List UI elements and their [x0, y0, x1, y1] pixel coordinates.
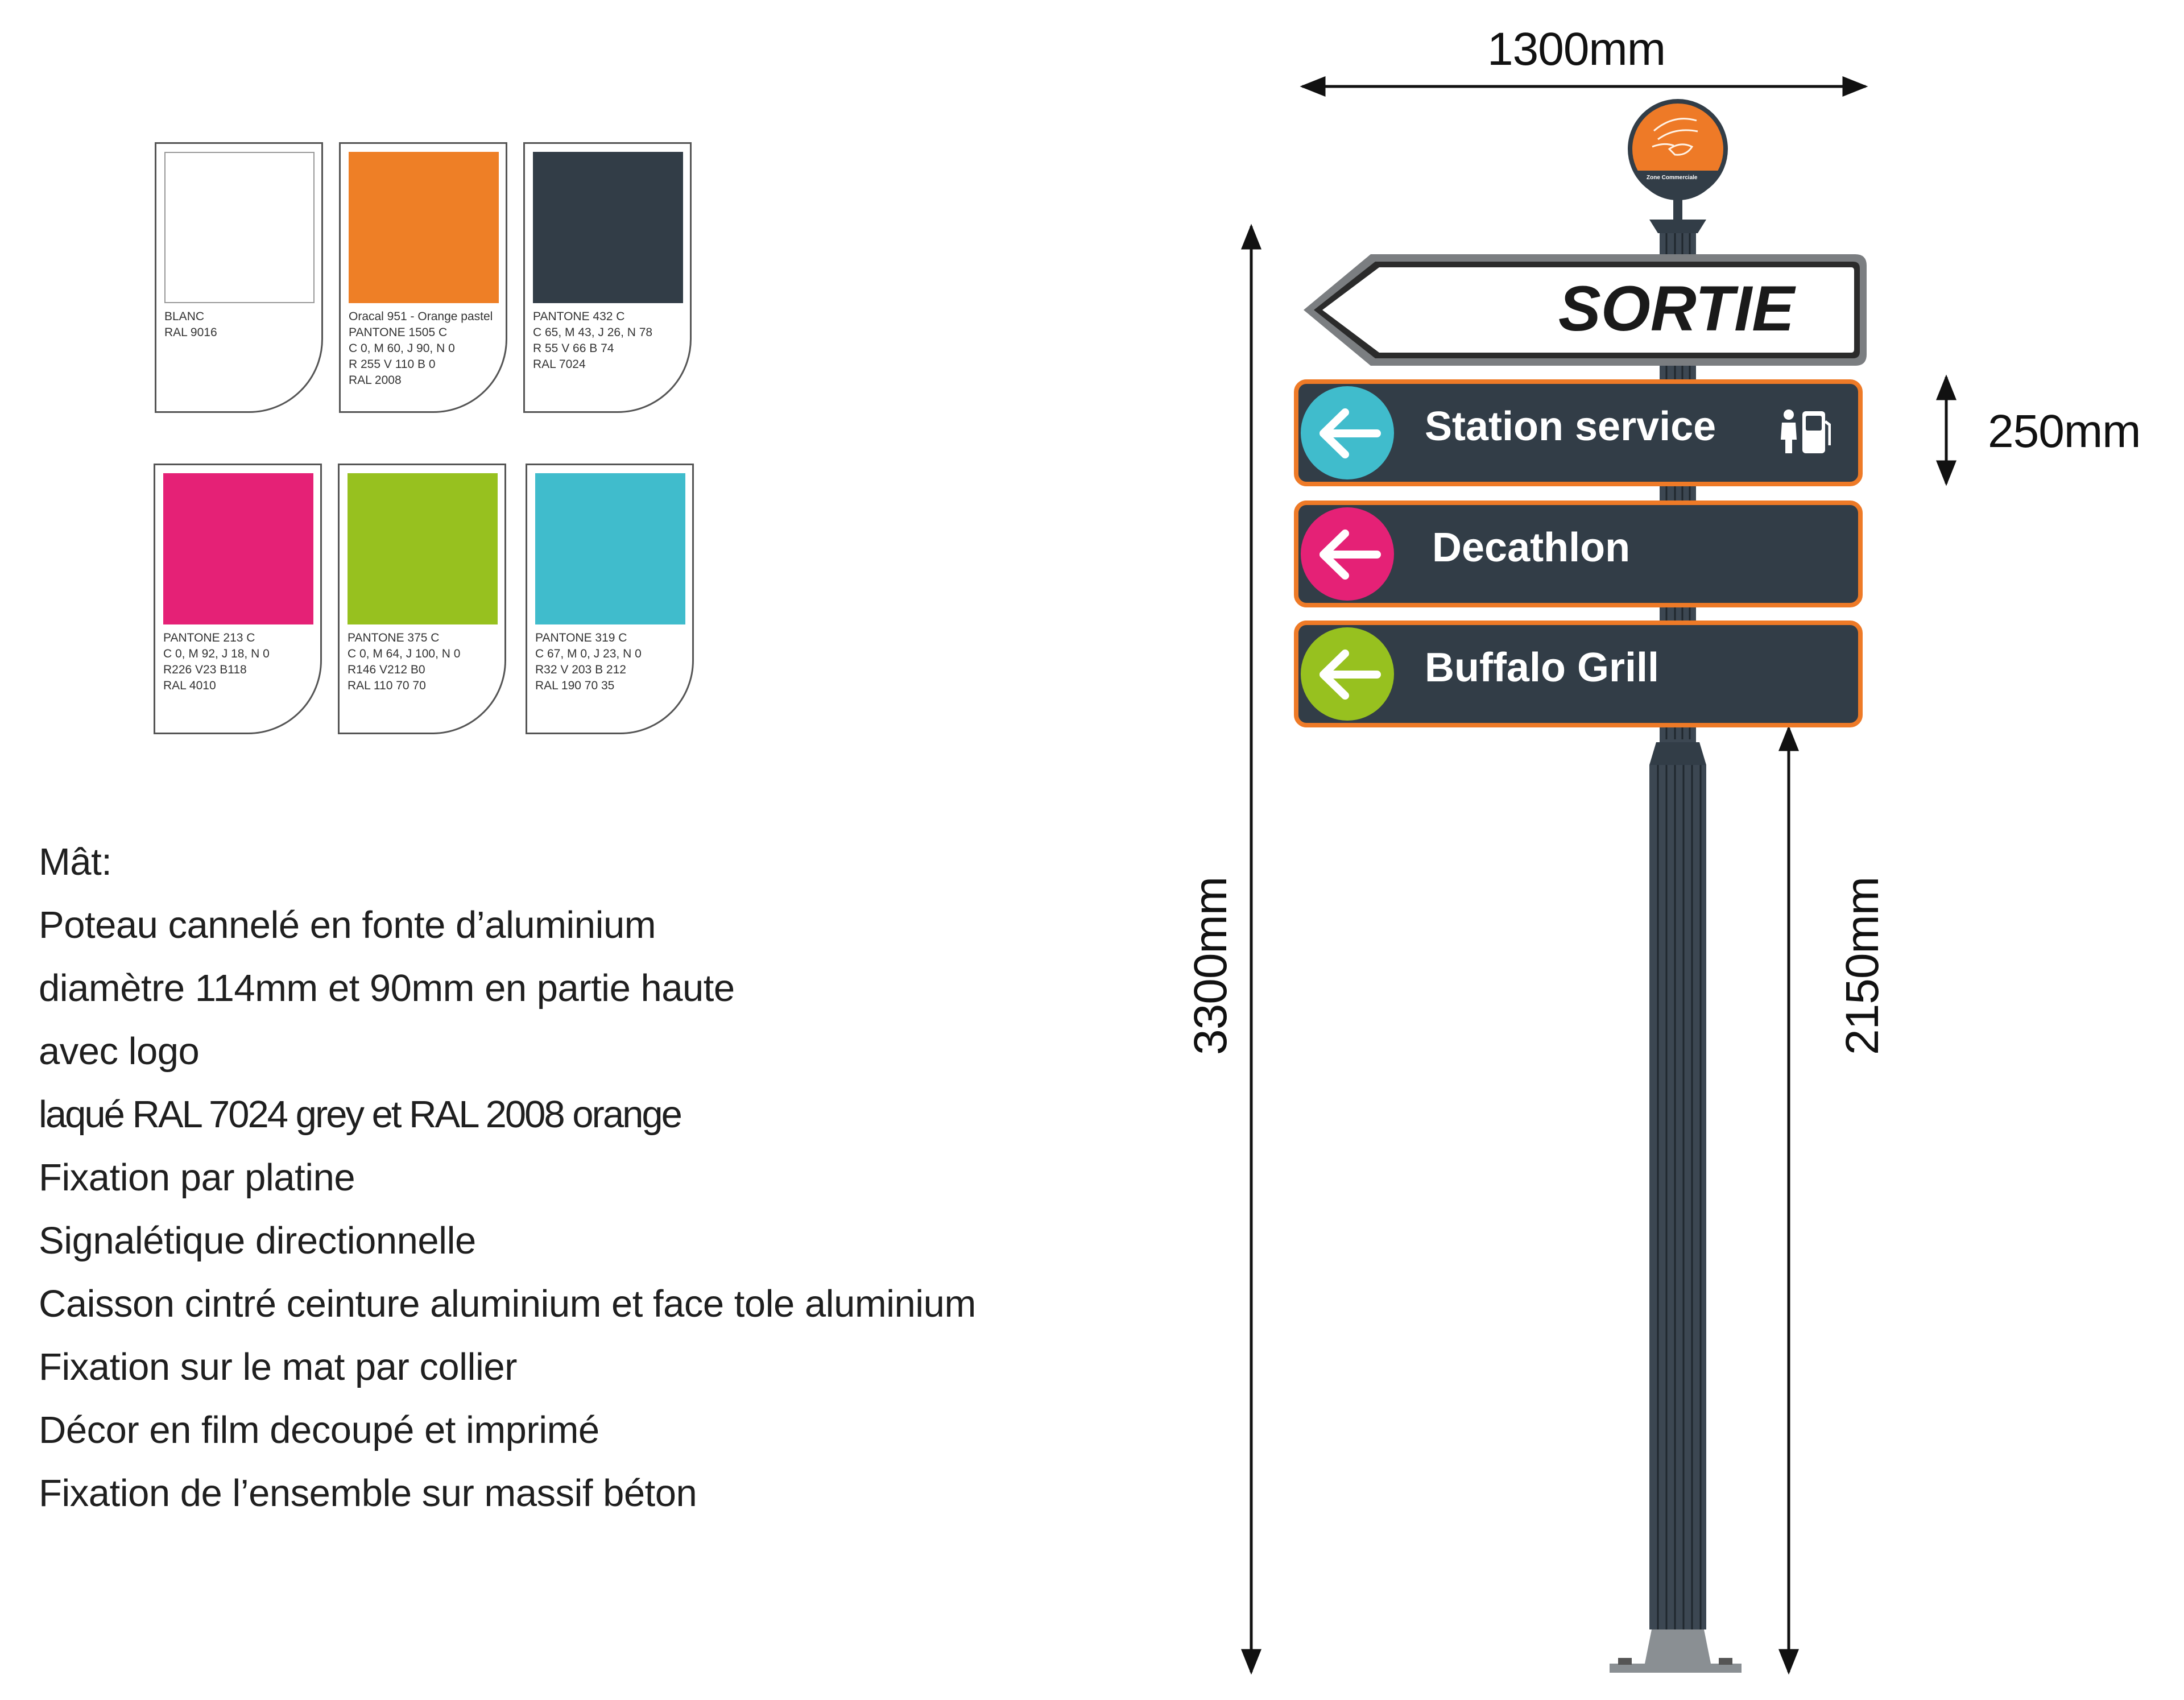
swatch-info: PANTONE 213 C C 0, M 92, J 18, N 0 R226 V23 B118 RAL 4010 [163, 631, 270, 692]
spec-line: Fixation par platine [39, 1156, 355, 1199]
anchor-bolt [1719, 1658, 1732, 1665]
direction-panel-station-service [1294, 379, 1863, 486]
direction-panel-decathlon [1294, 501, 1863, 607]
logo-stem [1673, 199, 1682, 222]
swatch-info: PANTONE 432 C C 65, M 43, J 26, N 78 R 55 V 66 B 74 RAL 7024 [533, 310, 653, 371]
spec-line: avec logo [39, 1030, 200, 1073]
spec-line: Signalétique directionnelle [39, 1219, 476, 1262]
panel-height-dimension-label: 250mm [1988, 406, 2141, 457]
spec-line: Fixation de l’ensemble sur massif béton [39, 1472, 697, 1515]
arrow-left-icon [1316, 408, 1384, 459]
anchor-bolt [1618, 1658, 1632, 1665]
spec-line: Fixation sur le mat par collier [39, 1346, 517, 1388]
panel-label: Decathlon [1432, 525, 1631, 570]
clearance-dimension-label: 2150mm [1836, 876, 1888, 1055]
fuel-pump-person-icon [1776, 408, 1831, 457]
base-plate-flange [1610, 1664, 1742, 1673]
spec-line: Caisson cintré ceinture aluminium et face tole aluminium [39, 1283, 976, 1325]
spec-line: diamètre 114mm et 90mm en partie haute [39, 967, 735, 1010]
total-height-dimension-label: 3300mm [1185, 876, 1236, 1055]
arrow-left-icon [1316, 649, 1384, 700]
swatch-info: PANTONE 319 C C 67, M 0, J 23, N 0 R32 V 203 B 212 RAL 190 70 35 [535, 631, 642, 692]
swatch-info: Oracal 951 - Orange pastel PANTONE 1505 C C 0, M 60, J 90, N 0 R 255 V 110 B 0 RAL 2008 [349, 310, 493, 387]
spec-line: Poteau cannelé en fonte d’aluminium [39, 904, 656, 946]
width-dimension-label: 1300mm [1487, 23, 1666, 75]
exit-sign-label: SORTIE [1558, 273, 1794, 344]
pole-transition [1649, 742, 1706, 765]
panel-label: Buffalo Grill [1425, 645, 1659, 690]
base-plate [1644, 1627, 1712, 1669]
swatch-info: PANTONE 375 C C 0, M 64, J 100, N 0 R146 V212 B0 RAL 110 70 70 [348, 631, 461, 692]
direction-panel-buffalo-grill [1294, 621, 1863, 727]
arrow-left-icon [1316, 529, 1384, 580]
spec-line: laqué RAL 7024 grey et RAL 2008 orange [39, 1093, 681, 1136]
logo-caption: Zone Commerciale [1647, 175, 1698, 181]
swatch-info: BLANC RAL 9016 [164, 310, 217, 339]
panel-label: Station service [1425, 404, 1716, 449]
spec-line: Décor en film decoupé et imprimé [39, 1409, 599, 1451]
spec-title: Mât: [39, 841, 112, 883]
